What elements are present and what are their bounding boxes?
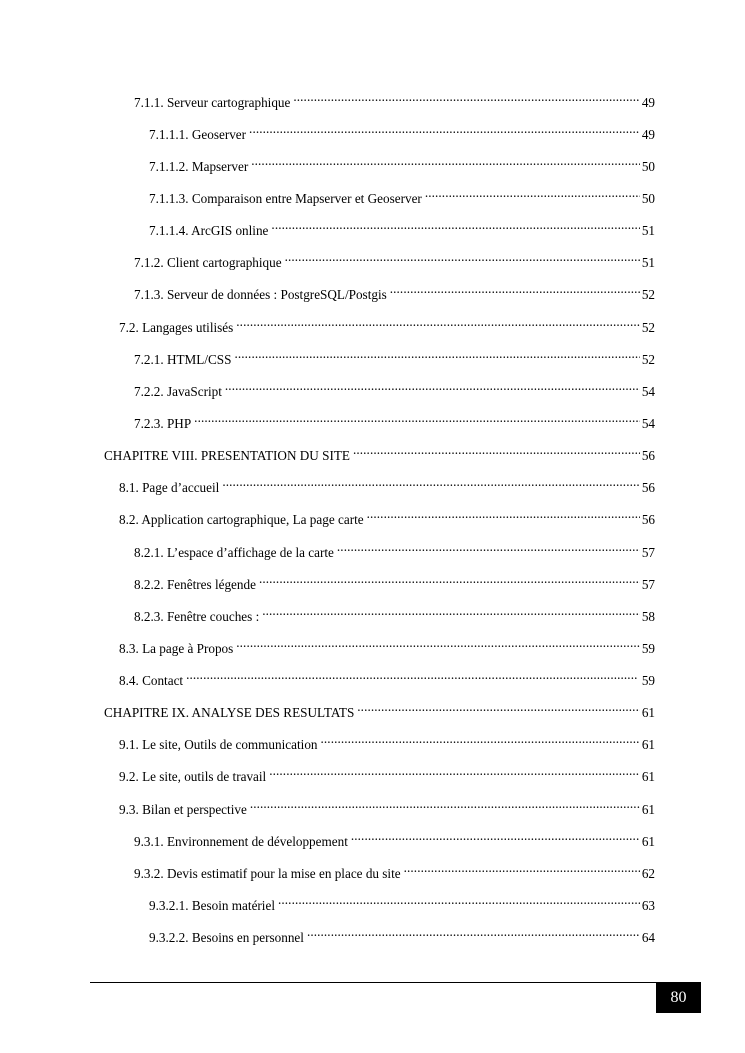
toc-entry-page: 61	[641, 802, 655, 817]
toc-entry-title: 9.1. Le site, Outils de communication	[119, 737, 318, 752]
toc-entry-page: 52	[641, 320, 655, 335]
toc-entry-title: 9.3.2. Devis estimatif pour la mise en place du site	[134, 866, 401, 881]
toc-entry-page: 58	[641, 609, 655, 624]
toc-dot-leader	[321, 729, 640, 749]
toc-entry[interactable]	[134, 537, 655, 560]
toc-entry-title: 8.2.1. L’espace d’affichage de la carte	[134, 545, 334, 560]
toc-dot-leader	[353, 440, 640, 460]
toc-dot-leader	[222, 472, 639, 492]
toc-dot-leader	[271, 215, 639, 235]
toc-dot-leader	[250, 794, 640, 814]
toc-entry[interactable]	[134, 858, 655, 881]
toc-dot-leader	[293, 87, 639, 107]
toc-dot-leader	[337, 537, 640, 557]
toc-entry[interactable]	[119, 472, 655, 495]
toc-entry-title: 7.1.1.4. ArcGIS online	[149, 223, 269, 238]
toc-entry-page: 61	[641, 737, 655, 752]
toc-dot-leader	[249, 119, 640, 139]
toc-entry[interactable]	[104, 697, 655, 720]
toc-entry-title: 7.2.1. HTML/CSS	[134, 352, 232, 367]
toc-entry-title: 8.4. Contact	[119, 673, 184, 688]
toc-entry-page: 50	[641, 159, 655, 174]
toc-entry-title: 9.3. Bilan et perspective	[119, 802, 247, 817]
toc-entry-page: 50	[641, 191, 655, 206]
toc-entry-title: 9.2. Le site, outils de travail	[119, 769, 267, 784]
page-number: 80	[656, 982, 701, 1013]
toc-entry-page: 61	[641, 834, 655, 849]
toc-entry-page: 59	[641, 673, 655, 688]
toc-entry-title: 9.3.2.1. Besoin matériel	[149, 898, 275, 913]
toc-dot-leader	[390, 279, 640, 299]
toc-entry-title: 9.3.1. Environnement de développement	[134, 834, 348, 849]
toc-entry-page: 57	[641, 545, 655, 560]
toc-entry[interactable]	[104, 440, 655, 463]
toc-entry[interactable]	[119, 312, 655, 335]
toc-entry-title: 7.1.1.2. Mapserver	[149, 159, 249, 174]
toc-entry-page: 57	[641, 577, 655, 592]
toc-dot-leader	[307, 922, 640, 942]
toc-entry[interactable]	[119, 665, 655, 688]
toc-entry-page: 49	[641, 127, 655, 142]
toc-entry-page: 52	[641, 352, 655, 367]
toc-dot-leader	[425, 183, 640, 203]
toc-entry[interactable]	[119, 794, 655, 817]
toc-entry-page: 51	[641, 255, 655, 270]
toc-dot-leader	[262, 601, 640, 621]
toc-entry[interactable]	[134, 376, 655, 399]
toc-entry-page: 63	[641, 898, 655, 913]
toc-dot-leader	[194, 408, 640, 428]
toc-entry[interactable]	[134, 279, 655, 302]
toc-dot-leader	[234, 344, 639, 364]
toc-entry-title: CHAPITRE VIII. PRESENTATION DU SITE	[104, 448, 350, 463]
toc-dot-leader	[285, 247, 640, 267]
toc-entry-title: 8.2.2. Fenêtres légende	[134, 577, 256, 592]
toc-entry[interactable]	[134, 569, 655, 592]
toc-entry[interactable]	[134, 826, 655, 849]
footer-rule	[90, 982, 701, 983]
toc-dot-leader	[367, 504, 640, 524]
toc-dot-leader	[351, 826, 640, 846]
toc-dot-leader	[269, 761, 640, 781]
toc-entry[interactable]	[119, 504, 655, 527]
toc-entry-page: 49	[641, 95, 655, 110]
toc-dot-leader	[357, 697, 640, 717]
toc-entry-page: 52	[641, 287, 655, 302]
toc-entry-page: 62	[641, 866, 655, 881]
toc-entry-title: 7.1.1.1. Geoserver	[149, 127, 247, 142]
toc-entry[interactable]	[149, 151, 655, 174]
toc-entry-title: 7.1.1. Serveur cartographique	[134, 95, 291, 110]
toc-entry[interactable]	[134, 601, 655, 624]
toc-dot-leader	[404, 858, 640, 878]
toc-entry-title: 7.1.2. Client cartographique	[134, 255, 282, 270]
toc-entry-title: 7.1.1.3. Comparaison entre Mapserver et Geoserver	[149, 191, 422, 206]
toc-entry[interactable]	[134, 87, 655, 110]
toc-entry-title: CHAPITRE IX. ANALYSE DES RESULTATS	[104, 705, 355, 720]
toc-dot-leader	[186, 665, 640, 685]
toc-entry[interactable]	[119, 761, 655, 784]
toc-entry-title: 7.2.2. JavaScript	[134, 384, 222, 399]
toc-entry-page: 56	[641, 480, 655, 495]
toc-entry-page: 56	[641, 512, 655, 527]
toc-entry[interactable]	[134, 408, 655, 431]
toc-entry-page: 61	[641, 705, 655, 720]
toc-dot-leader	[251, 151, 640, 171]
toc-dot-leader	[259, 569, 640, 589]
toc-entry[interactable]	[134, 247, 655, 270]
toc-dot-leader	[278, 890, 640, 910]
toc-entry[interactable]	[149, 183, 655, 206]
toc-entry-title: 7.1.3. Serveur de données : PostgreSQL/Postgis	[134, 287, 387, 302]
toc-dot-leader	[225, 376, 640, 396]
toc-entry-title: 7.2. Langages utilisés	[119, 320, 234, 335]
toc-entry[interactable]	[149, 922, 655, 945]
toc-entry-page: 61	[641, 769, 655, 784]
toc-entry-page: 64	[641, 930, 655, 945]
toc-entry-title: 7.2.3. PHP	[134, 416, 192, 431]
toc-entry-title: 8.1. Page d’accueil	[119, 480, 220, 495]
toc-entry-title: 8.2. Application cartographique, La page carte	[119, 512, 364, 527]
toc-entry[interactable]	[149, 215, 655, 238]
toc-entry-title: 8.2.3. Fenêtre couches :	[134, 609, 260, 624]
toc-entry-page: 51	[641, 223, 655, 238]
toc-entry-page: 59	[641, 641, 655, 656]
toc-dot-leader	[236, 312, 640, 332]
toc-entry[interactable]	[149, 119, 655, 142]
toc-entry-page: 54	[641, 416, 655, 431]
toc-dot-leader	[236, 633, 640, 653]
toc-entry[interactable]	[119, 729, 655, 752]
toc-entry-page: 56	[641, 448, 655, 463]
toc-entry-title: 9.3.2.2. Besoins en personnel	[149, 930, 304, 945]
toc-entry-title: 8.3. La page à Propos	[119, 641, 234, 656]
toc-entry-page: 54	[641, 384, 655, 399]
toc-entry[interactable]	[149, 890, 655, 913]
toc-entry[interactable]	[134, 344, 655, 367]
toc-entry[interactable]	[119, 633, 655, 656]
